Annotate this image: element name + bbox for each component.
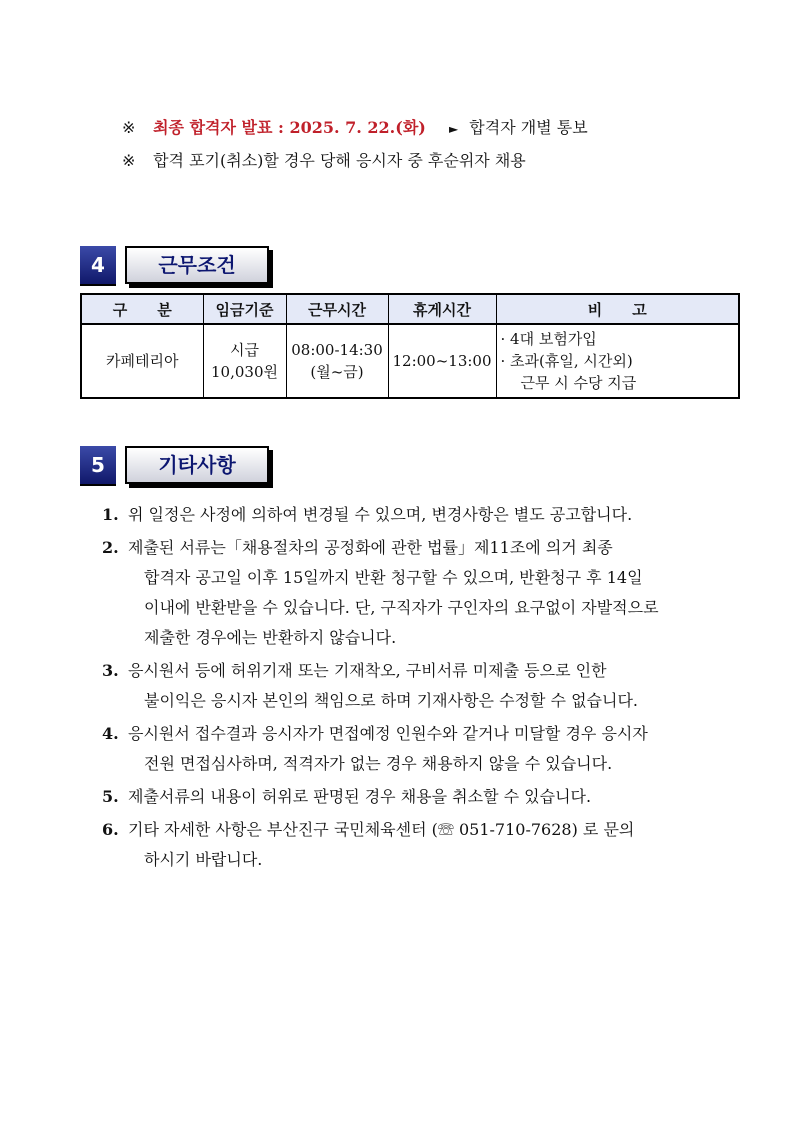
item-text-cont: 이내에 반환받을 수 있습니다. 단, 구직자가 구인자의 요구없이 자발적으로: [144, 598, 659, 617]
item-text: 기타 자세한 사항은 부산진구 국민체육센터 (☏ 051-710-7628) 로 문의: [128, 820, 635, 839]
hours-range: 08:00-14:30: [291, 341, 383, 359]
item-number: 5.: [102, 787, 119, 806]
list-item: [102, 656, 742, 716]
work-conditions-table: [80, 293, 740, 399]
wage-type: 시급: [230, 341, 259, 359]
hours-days: (월~금): [310, 363, 364, 381]
section-title: 근무조건: [125, 246, 269, 284]
header-remark: 비 고: [496, 294, 739, 324]
header-category: 구 분: [81, 294, 203, 324]
final-announcement-date: 최종 합격자 발표 : 2025. 7. 22.(화): [153, 118, 426, 137]
item-text: 제출된 서류는「채용절차의 공정화에 관한 법률」제11조에 의거 최종: [128, 538, 613, 557]
table-header-row: [81, 294, 739, 324]
item-number: 4.: [102, 724, 119, 743]
list-item: [102, 815, 742, 875]
list-item: [102, 719, 742, 779]
announcement-note: [122, 112, 588, 145]
misc-items-list: [102, 500, 742, 878]
reference-mark: ※: [122, 118, 136, 137]
section-number: 5: [80, 446, 116, 486]
item-text: 위 일정은 사정에 의하여 변경될 수 있으며, 변경사항은 별도 공고합니다.: [128, 505, 633, 524]
item-text-cont: 합격자 공고일 이후 15일까지 반환 청구할 수 있으며, 반환청구 후 14일: [144, 568, 643, 587]
notice-notes: [122, 112, 588, 177]
header-break: 휴게시간: [388, 294, 496, 324]
header-wage: 임금기준: [203, 294, 286, 324]
section-number: 4: [80, 246, 116, 286]
item-text: 응시원서 등에 허위기재 또는 기재착오, 구비서류 미제출 등으로 인한: [128, 661, 607, 680]
reference-mark: ※: [122, 151, 136, 170]
item-text-cont: 제출한 경우에는 반환하지 않습니다.: [144, 628, 397, 647]
remark-overtime: · 초과(휴일, 시간외): [500, 352, 633, 370]
header-hours: 근무시간: [286, 294, 388, 324]
list-item: [102, 782, 742, 812]
item-text-cont: 전원 면접심사하며, 적격자가 없는 경우 채용하지 않을 수 있습니다.: [144, 754, 613, 773]
remark-insurance: · 4대 보험가입: [500, 330, 597, 348]
item-text: 제출서류의 내용이 허위로 판명된 경우 채용을 취소할 수 있습니다.: [128, 787, 592, 806]
item-text: 응시원서 접수결과 응시자가 면접예정 인원수와 같거나 미달할 경우 응시자: [128, 724, 648, 743]
item-number: 1.: [102, 505, 119, 524]
remark-allowance: 근무 시 수당 지급: [520, 374, 637, 392]
item-text-cont: 불이익은 응시자 본인의 책임으로 하며 기재사항은 수정할 수 없습니다.: [144, 691, 638, 710]
wage-amount: 10,030원: [211, 363, 278, 381]
cell-wage: [203, 324, 286, 398]
item-number: 6.: [102, 820, 119, 839]
section-title: 기타사항: [125, 446, 269, 484]
list-item: [102, 500, 742, 530]
arrow-right-icon: ►: [448, 122, 459, 136]
forfeit-note-text: 합격 포기(취소)할 경우 당해 응시자 중 후순위자 채용: [153, 151, 526, 170]
table-row: [81, 324, 739, 398]
cell-remark: [496, 324, 739, 398]
cell-hours: [286, 324, 388, 398]
list-item: [102, 533, 742, 653]
cell-category: 카페테리아: [81, 324, 203, 398]
individual-notice-text: 합격자 개별 통보: [469, 118, 588, 137]
item-text-cont: 하시기 바랍니다.: [144, 850, 263, 869]
cell-break: 12:00~13:00: [388, 324, 496, 398]
item-number: 2.: [102, 538, 119, 557]
item-number: 3.: [102, 661, 119, 680]
forfeit-note: [122, 145, 588, 177]
